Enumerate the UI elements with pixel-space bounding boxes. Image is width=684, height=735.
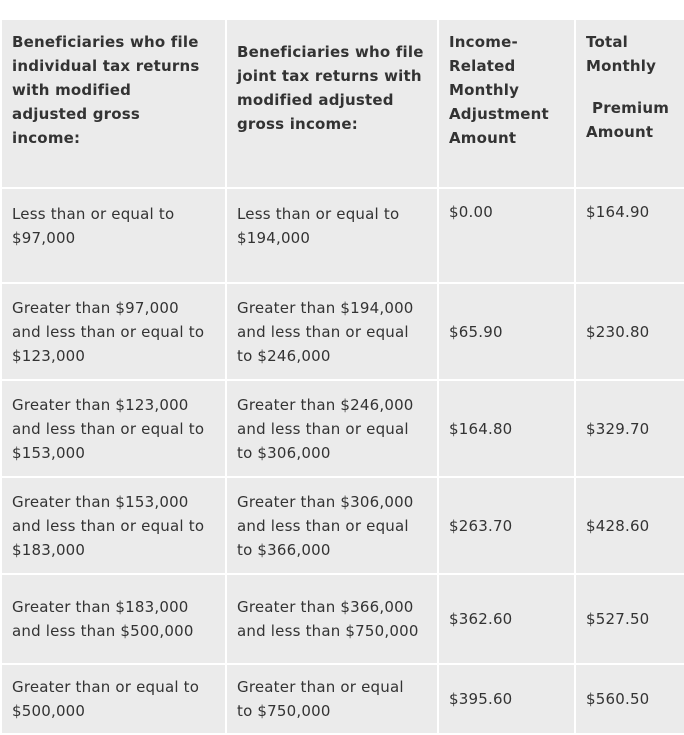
cell-text: and less than or equal xyxy=(237,322,409,341)
cell-text: and less than or equal xyxy=(237,419,409,438)
cell-text: Greater than $246,000 xyxy=(237,395,414,414)
cell-text: $500,000 xyxy=(12,702,86,720)
header-text: Amount xyxy=(586,123,654,141)
total-premium-cell: $230.80 xyxy=(575,283,684,380)
irmaa-amount-cell: $0.00 xyxy=(438,188,575,283)
table-row xyxy=(1,188,684,283)
header-text: Monthly xyxy=(449,81,520,99)
header-text: modified adjusted xyxy=(237,91,394,109)
cell-text: to $366,000 xyxy=(237,540,331,559)
individual-income-cell xyxy=(1,574,226,664)
header-text: Adjustment xyxy=(449,105,549,123)
header-text: Beneficiaries who file xyxy=(12,33,199,51)
joint-income-cell xyxy=(226,188,438,283)
joint-income-cell xyxy=(226,283,438,380)
irmaa-amount-cell: $65.90 xyxy=(438,283,575,380)
header-text: with modified xyxy=(12,81,132,99)
cell-text: $183,000 xyxy=(12,540,86,559)
irmaa-amount-cell: $164.80 xyxy=(438,380,575,477)
table-row xyxy=(1,664,684,734)
individual-income-cell xyxy=(1,283,226,380)
cell-text: $153,000 xyxy=(12,443,86,462)
header-individual-income xyxy=(1,19,226,188)
cell-text: Greater than $194,000 xyxy=(237,298,414,317)
irmaa-amount-cell: $263.70 xyxy=(438,477,575,574)
header-text: income: xyxy=(12,129,81,147)
header-text: Monthly xyxy=(586,57,657,75)
header-text: Related xyxy=(449,57,516,75)
table-row xyxy=(1,283,684,380)
cell-text: Greater than $97,000 xyxy=(12,298,179,317)
total-premium-cell: $560.50 xyxy=(575,664,684,734)
header-text: Amount xyxy=(449,129,517,147)
individual-income-cell xyxy=(1,380,226,477)
cell-text: Greater than $366,000 xyxy=(237,598,414,616)
cell-text: Greater than $123,000 xyxy=(12,395,189,414)
total-premium-cell: $329.70 xyxy=(575,380,684,477)
cell-text: Greater than $306,000 xyxy=(237,492,414,511)
cell-text: $97,000 xyxy=(12,229,76,247)
individual-income-cell xyxy=(1,664,226,734)
cell-text: Less than or equal to xyxy=(237,205,400,223)
individual-income-cell xyxy=(1,188,226,283)
header-text: Total xyxy=(586,33,628,51)
header-text: individual tax returns xyxy=(12,57,200,75)
table-row xyxy=(1,380,684,477)
cell-text: Greater than or equal xyxy=(237,678,404,696)
cell-text: Less than or equal to xyxy=(12,205,175,223)
cell-text: to $750,000 xyxy=(237,702,331,720)
header-text: adjusted gross xyxy=(12,105,141,123)
cell-text: and less than or equal to xyxy=(12,419,205,438)
cell-text: $194,000 xyxy=(237,229,311,247)
joint-income-cell xyxy=(226,477,438,574)
header-text: joint tax returns with xyxy=(237,67,422,85)
header-text: gross income: xyxy=(237,115,358,133)
cell-text: Greater than or equal to xyxy=(12,678,200,696)
cell-text: and less than or equal xyxy=(237,516,409,535)
header-text: Beneficiaries who file xyxy=(237,43,424,61)
cell-text: and less than $500,000 xyxy=(12,622,194,640)
irmaa-amount-cell: $362.60 xyxy=(438,574,575,664)
table-header-row xyxy=(1,19,684,188)
header-irmaa-amount xyxy=(438,19,575,188)
cell-text: to $246,000 xyxy=(237,346,331,365)
header-total-premium xyxy=(575,19,684,188)
joint-income-cell xyxy=(226,664,438,734)
cell-text: Greater than $153,000 xyxy=(12,492,189,511)
table-row xyxy=(1,477,684,574)
cell-text: and less than or equal to xyxy=(12,322,205,341)
cell-text: $123,000 xyxy=(12,346,86,365)
header-text: Premium xyxy=(592,99,670,117)
irmaa-premium-table xyxy=(0,18,684,735)
total-premium-cell: $527.50 xyxy=(575,574,684,664)
total-premium-cell: $428.60 xyxy=(575,477,684,574)
total-premium-cell: $164.90 xyxy=(575,188,684,283)
cell-text: and less than $750,000 xyxy=(237,622,419,640)
table-row xyxy=(1,574,684,664)
individual-income-cell xyxy=(1,477,226,574)
cell-text: and less than or equal to xyxy=(12,516,205,535)
header-text: Income- xyxy=(449,33,518,51)
joint-income-cell xyxy=(226,380,438,477)
cell-text: to $306,000 xyxy=(237,443,331,462)
header-joint-income xyxy=(226,19,438,188)
cell-text: Greater than $183,000 xyxy=(12,598,189,616)
irmaa-amount-cell: $395.60 xyxy=(438,664,575,734)
joint-income-cell xyxy=(226,574,438,664)
